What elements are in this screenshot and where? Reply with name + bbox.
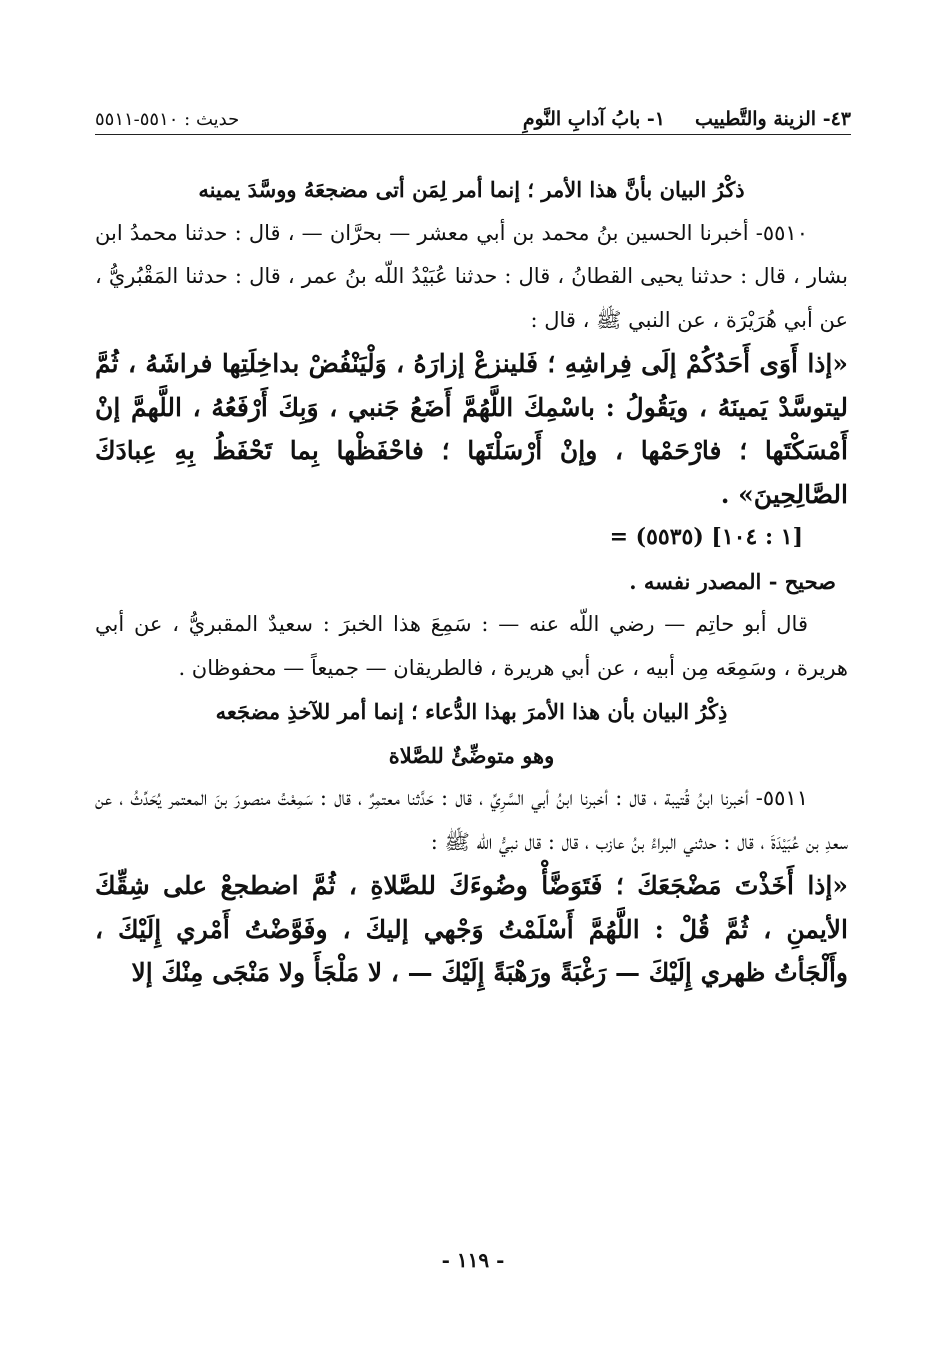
running-head-section: ١- بابُ آدابِ النَّومِ [522,108,666,130]
section-heading-1: ذكْرُ البيان بأنَّ هذا الأمر ؛ إنما أمر لِمَن أتى مضجعَهُ ووسَّدَ يمينه [198,177,745,202]
running-head-hadith-range: حديث : ٥٥١٠-٥٥١١ [95,109,240,130]
abu-hatim-comment: قال أبو حاتِم — رضي اللّه عنه — : سَمِعَ هذا الخبرَ : سعيدٌ المقبريُّ ، عن أبي هريرة ، وسَمِعَه مِن أبيه ، عن أبي هريرة ، فالطريقان — جميعاً — محفوظان . [95,612,848,680]
isnad-5511: ٥٥١١- أخبرنا ابنُ قُتيبة ، قال : أخبرنا ابنُ أبي السَّرِيِّ ، قال : حَدَّثنا معتمِرٌ ، قال : سَمِعْتُ منصورَ بنَ المعتمر يُحَدِّثُ ، عن سعدِ بن عُبَيْدَةَ ، قال : حدثني البراءُ بنُ عازب ، قال : قال نبيُّ اللّه ﷺ : [95,786,848,854]
running-head-chapter: ٤٣- الزينة والتَّطييب [695,108,851,130]
page-body [95,168,848,995]
section-heading-2: ذِكْرُ البيان بأن هذا الأمرَ بهذا الدُّعاء ؛ إنما أمر للآخذِ مضجَعه [215,699,728,724]
section-heading-2-continued: وهو متوضِّئٌ للصَّلاة [388,742,555,768]
header-rule [95,134,851,135]
running-head [95,96,851,130]
cross-reference: = (٥٥٣٥) [١ : ١٠٤] [609,524,803,550]
matn-5510: «إذا أَوَى أَحَدُكُمْ إلَى فِراشِهِ ؛ فَلينزعْ إزارَهُ ، وَلْيَنْفُضْ بداخِلَتِها فراشَهُ ، ثُمَّ ليتوسَّدْ يَمينَهُ ، ويَقُولُ : باسْمِكَ اللَّهُمَّ أَضَعُ جَنبي ، وَبِكَ أَرْفَعُهُ ، اللَّهمَّ إنْ أَمْسَكْتَها ؛ فارْحَمْها ، وإنْ أَرْسَلْتَها ؛ فاحْفَظْها بِما تَحْفَظُ بِهِ عِبادَكَ الصَّالِحِينَ» . [95,349,848,509]
hadith-grade: صحيح - المصدر نفسه . [629,568,836,594]
isnad-5510: ٥٥١٠- أخبرنا الحسين بنُ محمد بن أبي معشر — بحرَّان — ، قال : حدثنا محمدُ ابن بشار ، قال : حدثنا يحيى القطانُ ، قال : حدثنا عُبَيْدُ اللّه بنُ عمر ، قال : حدثنا المَقْبُريُّ ، عن أبي هُرَيْرَة ، عن النبي ﷺ ، قال : [95,220,848,332]
matn-5511: «إذا أَخَذْتَ مَضْجَعَكَ ؛ فَتَوَضَّأْ وضُوءَكَ للصَّلاةِ ، ثُمَّ اضطجعْ على شِقِّكَ الأيمنِ ، ثُمَّ قُلْ : اللَّهُمَّ أَسْلَمْتُ وَجْهي إليكَ ، وفَوَّضْتُ أَمْري إِلَيْكَ ، وأَلْجَأتُ ظهري إِلَيْكَ — رَغْبَةً ورَهْبَةً إِلَيْكَ — ، لا مَلْجَأَ ولا مَنْجَى مِنْكَ إلا [95,871,848,987]
page-number: - ١١٩ - [441,1248,505,1272]
